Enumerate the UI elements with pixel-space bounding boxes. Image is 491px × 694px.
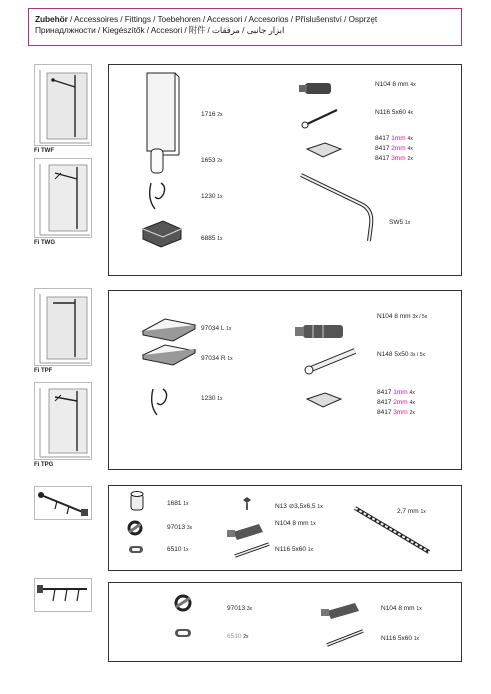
title-line-1 <box>35 14 461 25</box>
pad-6510-icon <box>175 629 191 637</box>
allen-key-sw5-icon <box>301 175 371 241</box>
label-6510: 6510 2x <box>227 633 249 640</box>
shim-8417-icon <box>307 143 341 157</box>
pad-1653-icon <box>151 149 163 173</box>
anchor-n104-icon <box>295 325 343 338</box>
clip-1230-icon <box>152 389 167 415</box>
anchor-n104-icon <box>299 83 331 94</box>
label-n104: N104 8 mm 4x <box>375 81 416 88</box>
panel1-parts-drawing <box>109 65 463 277</box>
title-line-2: Принадлжности / Kiegészítők / Accesori / 附件 / ابزار جانبی / مرفقات <box>35 25 285 35</box>
thumb-fi-tpf <box>34 288 92 366</box>
thumb-fi-twg <box>34 158 92 238</box>
block-6885-icon <box>143 221 181 247</box>
label-6885: 6885 1x <box>201 235 223 242</box>
plate-1716-icon <box>147 73 179 155</box>
label-n104: N104 8 mm 1x <box>381 605 422 612</box>
panel-twf-twg <box>108 64 462 276</box>
panel-rod-set-1 <box>108 485 462 571</box>
label-1230: 1230 1x <box>201 395 223 402</box>
ring-97013-icon <box>129 522 141 534</box>
support-rod-icon <box>35 487 93 521</box>
label-n104: N104 8 mm 3x / 5x <box>377 313 428 320</box>
label-1681: 1681 1x <box>167 500 189 507</box>
label-fi-tpf: Fi TPF <box>34 368 53 374</box>
label-n116: N116 5x60 1x <box>275 546 314 553</box>
label-n13: N13 ⊘3,5x6,5 1x <box>275 503 323 510</box>
label-97013: 97013 3x <box>167 524 193 531</box>
shower-wall-icon <box>35 289 93 367</box>
label-97034l: 97034 L 1x <box>201 325 232 332</box>
thumb-rod-1 <box>34 486 92 520</box>
title-bold: Zubehör <box>35 14 68 24</box>
shower-wall-icon <box>35 159 93 239</box>
label-97034r: 97034 R 1x <box>201 355 233 362</box>
label-fi-tpg: Fi TPG <box>34 462 54 468</box>
screw-n148-icon <box>305 351 355 374</box>
label-97013: 97013 3x <box>227 605 253 612</box>
label-shim-2: 8417 2mm 4x <box>375 145 413 152</box>
label-fi-twf: Fi TWF <box>34 148 54 154</box>
title-rest: / Accessoires / Fittings / Toebehoren / Accessori / Accesorios / Příslušenství / Osprzęt <box>67 14 378 24</box>
anchor-n104-icon <box>227 524 263 540</box>
panel-tpf-tpg <box>108 290 462 470</box>
thumb-fi-twf <box>34 64 92 146</box>
title-box <box>28 8 462 46</box>
screw-n116-icon <box>302 110 337 128</box>
screw-n116-icon <box>327 631 363 645</box>
ring-97013-icon <box>176 596 190 610</box>
plate-97034l-icon <box>143 319 195 341</box>
label-shim-1: 8417 1mm 4x <box>377 389 415 396</box>
label-1230: 1230 1x <box>201 193 223 200</box>
label-n116: N116 5x60 4x <box>375 109 414 116</box>
panel3-parts-drawing <box>109 486 463 572</box>
label-fi-twg: Fi TWG <box>34 240 55 246</box>
label-drill: 2,7 mm 1x <box>397 508 426 515</box>
plate-97034r-icon <box>143 345 195 365</box>
shower-wall-icon <box>35 65 93 147</box>
panel4-parts-drawing <box>109 583 463 663</box>
sleeve-1681-icon <box>131 492 143 511</box>
clip-1230-icon <box>150 183 165 209</box>
thumb-rod-2 <box>34 578 92 612</box>
screw-n116-icon <box>235 544 269 556</box>
label-n116: N116 5x60 1x <box>381 635 420 642</box>
label-6510: 6510 1x <box>167 546 189 553</box>
label-n104: N104 8 mm 1x <box>275 520 316 527</box>
label-shim-2: 8417 2mm 4x <box>377 399 415 406</box>
thumb-fi-tpg <box>34 382 92 460</box>
label-1716: 1716 2x <box>201 111 223 118</box>
label-sw5: SW5 1x <box>389 219 411 226</box>
label-shim-3: 8417 3mm 2x <box>375 155 413 162</box>
shim-8417-icon <box>307 393 341 407</box>
pad-6510-icon <box>129 546 143 553</box>
anchor-n104-icon <box>321 603 359 619</box>
label-shim-1: 8417 1mm 4x <box>375 135 413 142</box>
label-shim-3: 8417 3mm 2x <box>377 409 415 416</box>
screw-n13-icon <box>243 497 251 510</box>
label-n148: N148 5x50 3x / 5x <box>377 351 425 358</box>
label-1653: 1653 2x <box>201 157 223 164</box>
panel-rod-set-2 <box>108 582 462 662</box>
shower-wall-icon <box>35 383 93 461</box>
support-rod-icon <box>35 579 93 613</box>
